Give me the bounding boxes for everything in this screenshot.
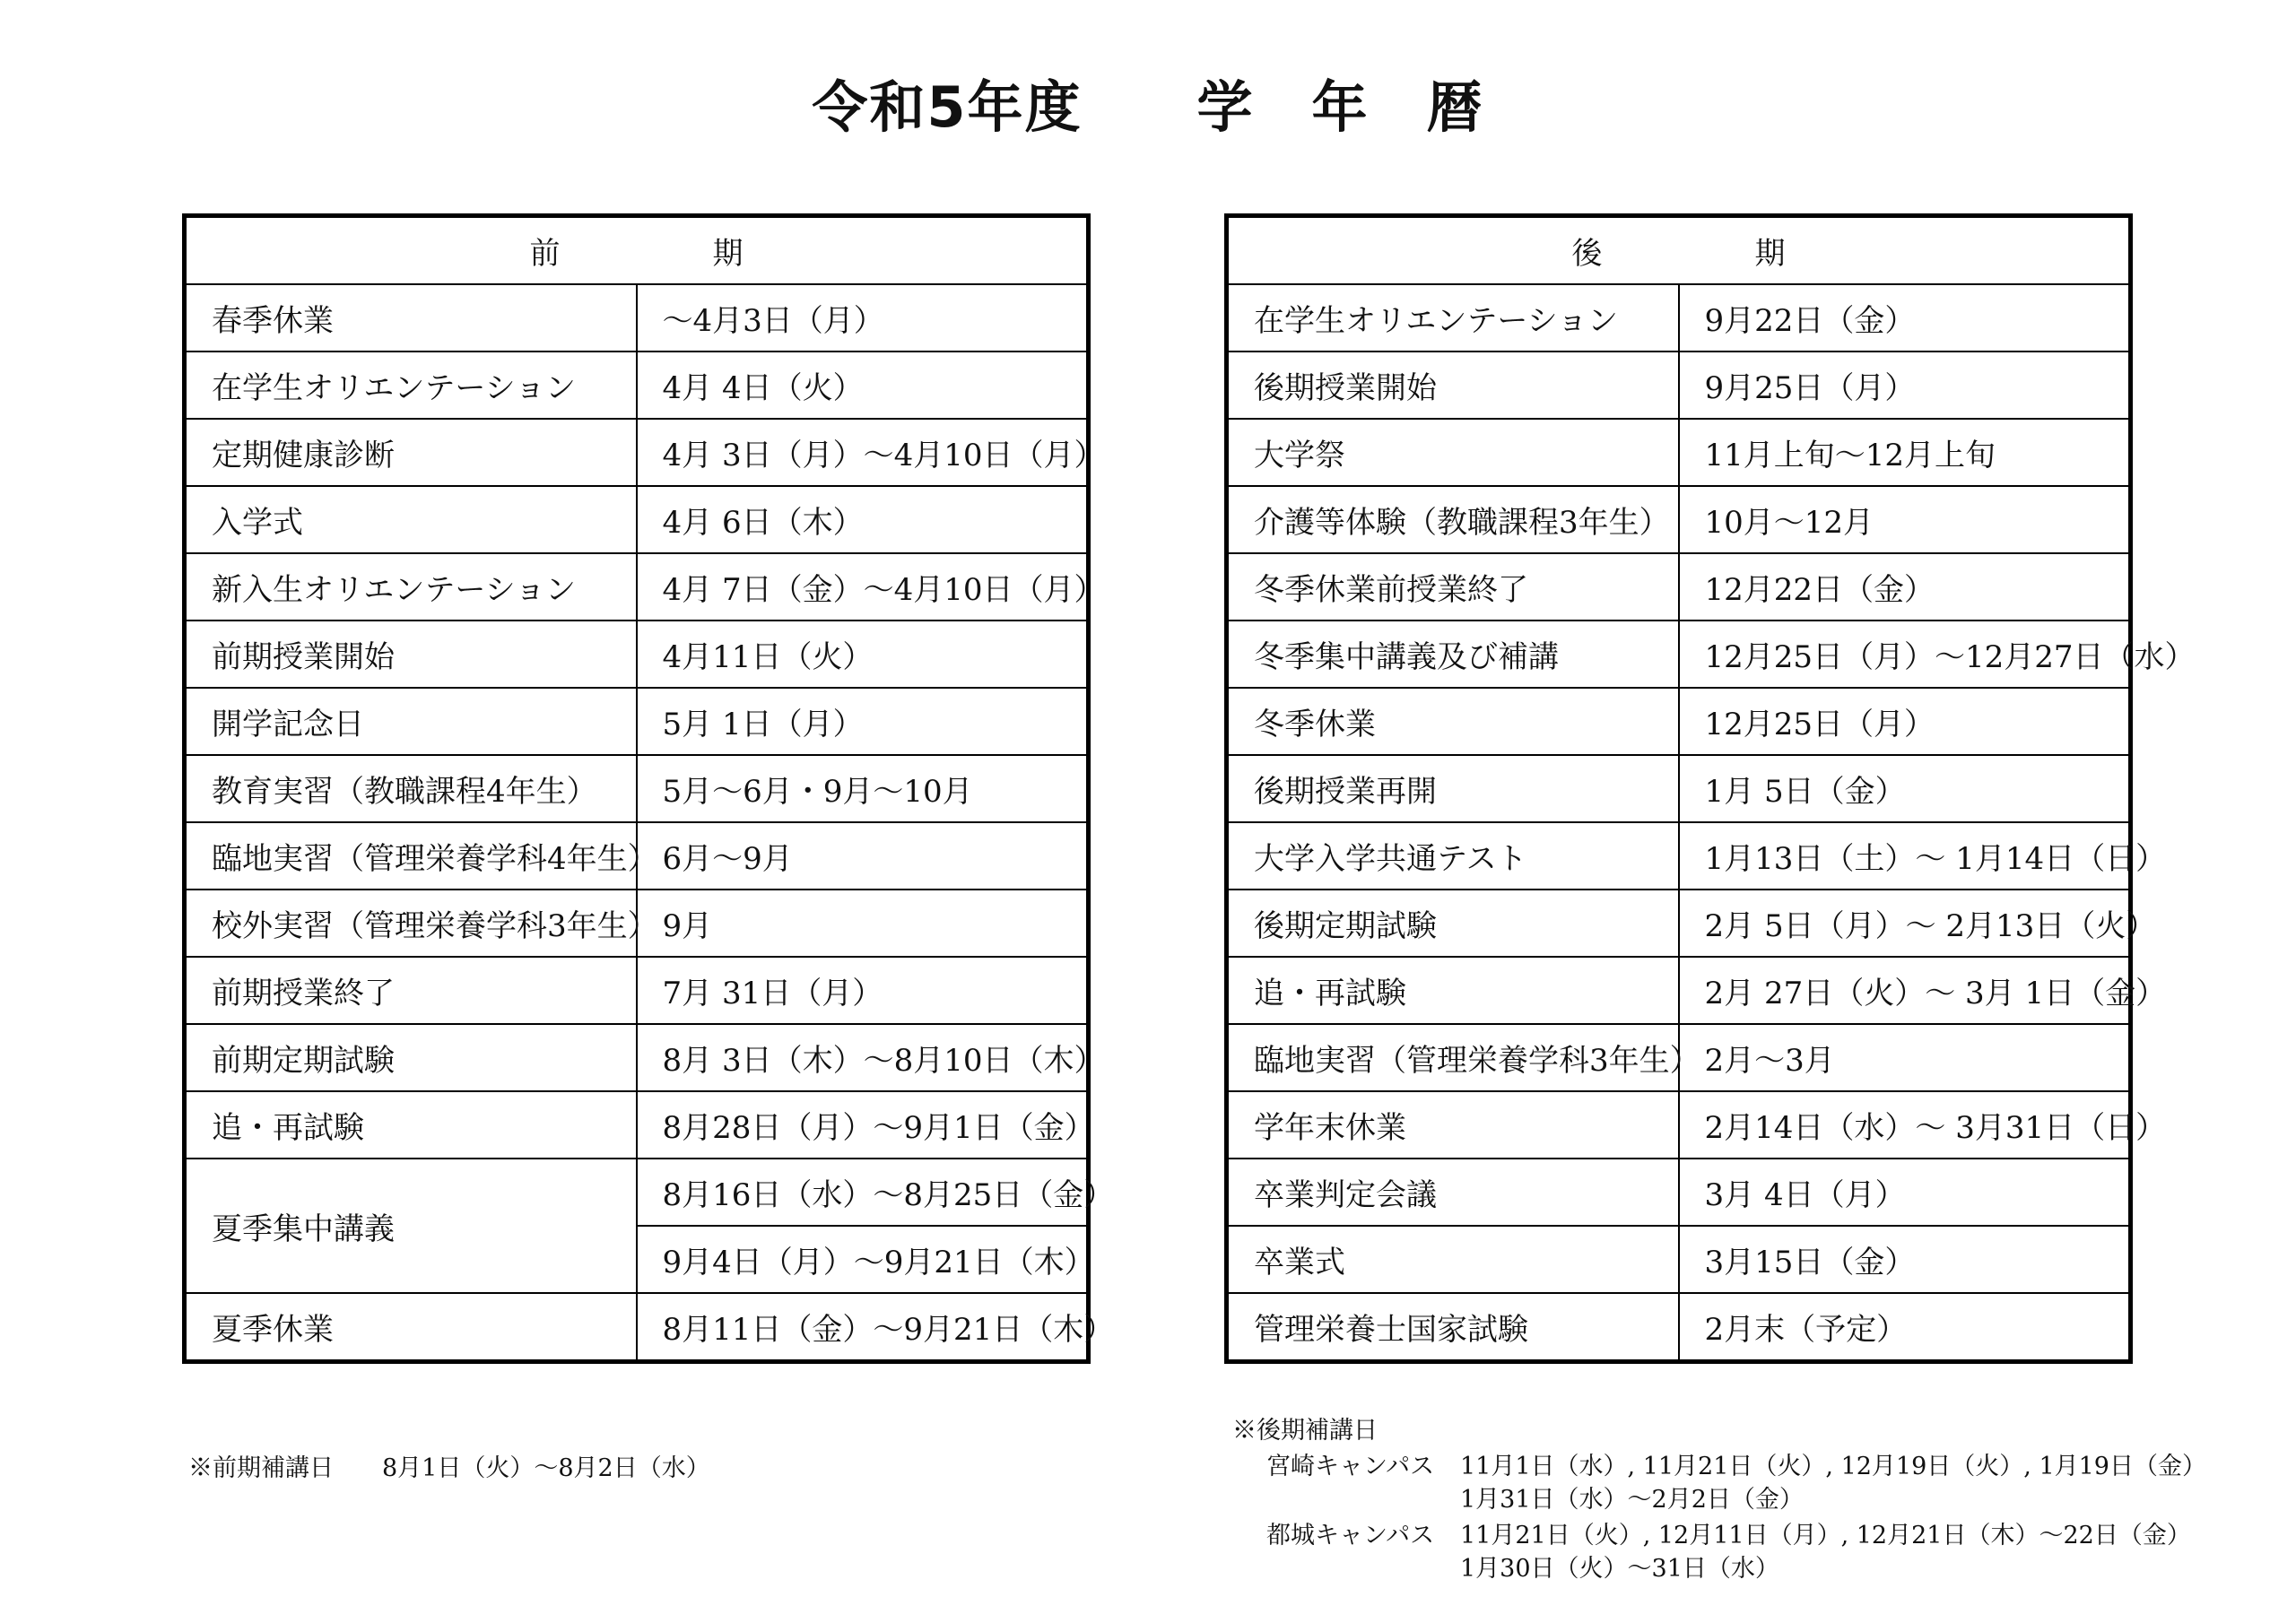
table-row [1227, 890, 2131, 957]
table-row [185, 1293, 1089, 1362]
event-date: 12月25日（月） [1679, 688, 2131, 755]
event-date: 9月 [637, 890, 1089, 957]
event-label: 卒業判定会議 [1227, 1159, 1679, 1226]
table-header-row [1227, 216, 2131, 285]
table-row [185, 419, 1089, 486]
table-row [185, 486, 1089, 553]
first-half-header: 前 期 [185, 216, 1089, 285]
miyazaki-dates-line1: 11月1日（水）, 11月21日（火）, 12月19日（火）, 1月19日（金） [1460, 1453, 2206, 1480]
event-date: ～4月3日（月） [637, 284, 1089, 352]
table-row [185, 1091, 1089, 1159]
miyazaki-campus-label: 宮崎キャンパス [1266, 1453, 1435, 1480]
event-label: 冬季集中講義及び補講 [1227, 621, 1679, 688]
first-half-table [182, 213, 1115, 1364]
event-date: 10月～12月 [1679, 486, 2131, 553]
event-date: 7月 31日（月） [637, 957, 1089, 1024]
event-label: 夏季休業 [185, 1293, 637, 1362]
table-row [185, 284, 1089, 352]
table-row [185, 352, 1089, 419]
table-row [185, 957, 1089, 1024]
table-row [185, 890, 1089, 957]
table-row [1227, 688, 2131, 755]
event-label: 教育実習（教職課程4年生） [185, 755, 637, 822]
event-label: 学年末休業 [1227, 1091, 1679, 1159]
page-title: 令和5年度 学 年 暦 [812, 74, 1484, 140]
event-label: 追・再試験 [1227, 957, 1679, 1024]
event-label: 夏季集中講義 [185, 1159, 637, 1293]
event-date: 9月4日（月）～9月21日（木） [637, 1226, 1089, 1293]
event-label: 後期授業開始 [1227, 352, 1679, 419]
event-label: 前期授業開始 [185, 621, 637, 688]
table-row [1227, 486, 2131, 553]
event-label: 開学記念日 [185, 688, 637, 755]
event-label: 管理栄養士国家試験 [1227, 1293, 1679, 1362]
event-label: 前期授業終了 [185, 957, 637, 1024]
event-label: 大学入学共通テスト [1227, 822, 1679, 890]
table-row [1227, 1226, 2131, 1293]
event-date: 3月15日（金） [1679, 1226, 2131, 1293]
table-row [1227, 822, 2131, 890]
event-label: 冬季休業 [1227, 688, 1679, 755]
table-row [185, 553, 1089, 621]
event-label: 在学生オリエンテーション [1227, 284, 1679, 352]
table-header-row [185, 216, 1089, 285]
table-row [185, 621, 1089, 688]
event-date: 5月 1日（月） [637, 688, 1089, 755]
event-date: 2月～3月 [1679, 1024, 2131, 1091]
table-row [1227, 1024, 2131, 1091]
event-date: 9月22日（金） [1679, 284, 2131, 352]
table-row [185, 755, 1089, 822]
event-date: 2月14日（水）～ 3月31日（日） [1679, 1091, 2131, 1159]
event-label: 後期定期試験 [1227, 890, 1679, 957]
event-date: 8月28日（月）～9月1日（金） [637, 1091, 1089, 1159]
event-date: 5月～6月・9月～10月 [637, 755, 1089, 822]
event-date: 6月～9月 [637, 822, 1089, 890]
event-date: 4月 7日（金）～4月10日（月） [637, 553, 1089, 621]
table-row [1227, 284, 2131, 352]
table-row [1227, 1293, 2131, 1362]
event-label: 追・再試験 [185, 1091, 637, 1159]
event-label: 冬季休業前授業終了 [1227, 553, 1679, 621]
event-label: 臨地実習（管理栄養学科4年生） [185, 822, 637, 890]
event-label: 校外実習（管理栄養学科3年生） [185, 890, 637, 957]
second-half-table [1224, 213, 2196, 1364]
event-date: 4月 6日（木） [637, 486, 1089, 553]
table-row [185, 688, 1089, 755]
event-date: 3月 4日（月） [1679, 1159, 2131, 1226]
table-row [1227, 1159, 2131, 1226]
event-label: 在学生オリエンテーション [185, 352, 637, 419]
table-row [1227, 419, 2131, 486]
table-row [185, 1024, 1089, 1091]
event-date: 2月末（予定） [1679, 1293, 2131, 1362]
table-row [1227, 1091, 2131, 1159]
event-date: 12月25日（月）～12月27日（水） [1679, 621, 2131, 688]
event-date: 8月16日（水）～8月25日（金） [637, 1159, 1089, 1226]
miyazaki-dates-line2: 1月31日（水）～2月2日（金） [1460, 1486, 1804, 1514]
event-date: 4月11日（火） [637, 621, 1089, 688]
miyakonojo-dates-line1: 11月21日（火）, 12月11日（月）, 12月21日（木）～22日（金） [1460, 1522, 2191, 1549]
first-half-makeup-note: ※前期補講日 8月1日（火）～8月2日（水） [188, 1454, 710, 1482]
event-label: 新入生オリエンテーション [185, 553, 637, 621]
second-half-header: 後 期 [1227, 216, 2131, 285]
event-date: 12月22日（金） [1679, 553, 2131, 621]
table-row [1227, 755, 2131, 822]
event-date: 4月 3日（月）～4月10日（月） [637, 419, 1089, 486]
table-row [1227, 553, 2131, 621]
event-label: 後期授業再開 [1227, 755, 1679, 822]
table-row [185, 822, 1089, 890]
second-half-makeup-title: ※後期補講日 [1232, 1417, 1378, 1445]
table-row [185, 1159, 1089, 1226]
event-label: 入学式 [185, 486, 637, 553]
miyakonojo-dates-line2: 1月30日（火）～31日（水） [1460, 1555, 1779, 1583]
miyakonojo-campus-label: 都城キャンパス [1266, 1522, 1435, 1549]
event-date: 1月 5日（金） [1679, 755, 2131, 822]
event-date: 9月25日（月） [1679, 352, 2131, 419]
event-date: 8月11日（金）～9月21日（木） [637, 1293, 1089, 1362]
event-label: 前期定期試験 [185, 1024, 637, 1091]
event-date: 4月 4日（火） [637, 352, 1089, 419]
event-label: 卒業式 [1227, 1226, 1679, 1293]
table-row [1227, 957, 2131, 1024]
event-label: 春季休業 [185, 284, 637, 352]
event-label: 臨地実習（管理栄養学科3年生） [1227, 1024, 1679, 1091]
event-label: 大学祭 [1227, 419, 1679, 486]
event-date: 11月上旬～12月上旬 [1679, 419, 2131, 486]
event-label: 定期健康診断 [185, 419, 637, 486]
event-label: 介護等体験（教職課程3年生） [1227, 486, 1679, 553]
event-date: 2月 5日（月）～ 2月13日（火） [1679, 890, 2131, 957]
event-date: 2月 27日（火）～ 3月 1日（金） [1679, 957, 2131, 1024]
table-row [1227, 352, 2131, 419]
table-row [1227, 621, 2131, 688]
event-date: 8月 3日（木）～8月10日（木） [637, 1024, 1089, 1091]
event-date: 1月13日（土）～ 1月14日（日） [1679, 822, 2131, 890]
